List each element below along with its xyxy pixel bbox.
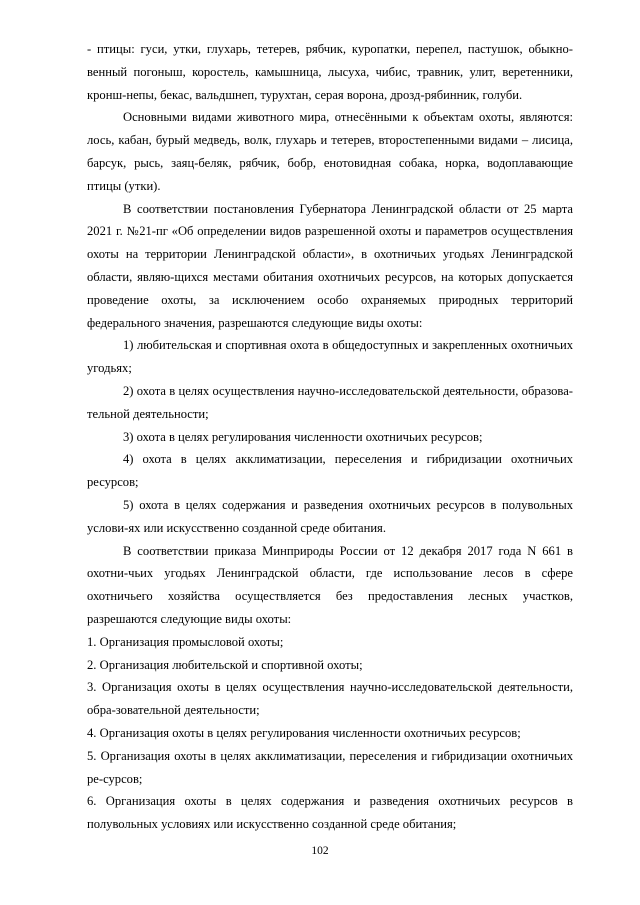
document-body	[87, 38, 573, 836]
list-item-amateur-hunting: 1) любительская и спортивная охота в общедоступных и закрепленных охотничьих угодьях;	[87, 338, 573, 376]
list-item-breeding: 5) охота в целях содержания и разведения охотничьих ресурсов в полувольных услови-ях или искусственно созданной среде обитания.	[87, 497, 573, 535]
numbered-item-acclimatization: 5. Организация охоты в целях акклиматизации, переселения и гибридизации охотничьих ре-сурсов;	[87, 748, 573, 786]
list-item-acclimatization: 4) охота в целях акклиматизации, переселения и гибридизации охотничьих ресурсов;	[87, 452, 573, 490]
numbered-item-commercial: 1. Организация промысловой охоты;	[87, 634, 284, 649]
numbered-item-research: 3. Организация охоты в целях осуществления научно-исследовательской деятельности, обра-зовательной деятельности;	[87, 680, 573, 718]
paragraph-main-species: Основными видами животного мира, отнесёнными к объектам охоты, являются: лось, кабан, бурый медведь, волк, глухарь и тетерев, второстепенными видами – лисица, барсук, рысь, заяц-беляк, рябчик, бобр, енотовидная собака, норка, водоплавающие птицы (утки).	[87, 110, 573, 193]
page-number: 102	[311, 845, 329, 857]
numbered-item-breeding: 6. Организация охоты в целях содержания и разведения охотничьих ресурсов в полувольных условиях или искусственно созданной среде обитания;	[87, 794, 573, 832]
paragraph-birds-list: - птицы: гуси, утки, глухарь, тетерев, рябчик, куропатки, перепел, пастушок, обыкно-венный погоныш, коростель, камышница, лысуха, чибис, травник, улит, веретенники, кронш-непы, бекас, вальдшнеп, турухтан, серая ворона, дрозд-рябинник, голуби.	[87, 42, 573, 102]
list-item-population-control: 3) охота в целях регулирования численности охотничьих ресурсов;	[123, 429, 483, 444]
list-item-research-hunting: 2) охота в целях осуществления научно-исследовательской деятельности, образова-тельной деятельности;	[87, 383, 573, 421]
numbered-item-regulation: 4. Организация охоты в целях регулирования численности охотничьих ресурсов;	[87, 725, 521, 740]
paragraph-ministry-order: В соответствии приказа Минприроды России от 12 декабря 2017 года N 661 в охотни-чьих угодьях Ленинградской области, где использование лесов в сфере охотничьего хозяйства осуществляется без предоставления лесных участков, разрешаются следующие виды охоты:	[87, 543, 573, 626]
paragraph-governor-decree: В соответствии постановления Губернатора Ленинградской области от 25 марта 2021 г. №21-пг «Об определении видов разрешенной охоты и параметров осуществления охоты на территории Ленинградской области», в охотничьих угодьях Ленинградской области, являю-щихся местами обитания охотничьих ресурсов, на которых допускается проведение охоты, за исключением особо охраняемых природных территорий федерального значения, разрешаются следующие виды охоты:	[87, 201, 573, 330]
numbered-item-amateur-sport: 2. Организация любительской и спортивной охоты;	[87, 657, 363, 672]
